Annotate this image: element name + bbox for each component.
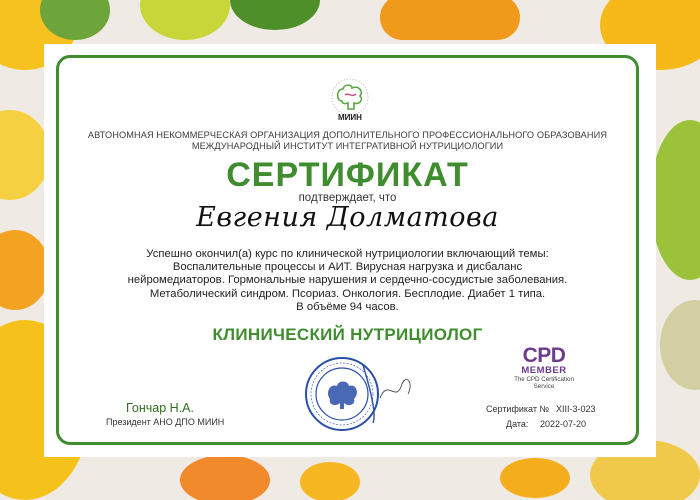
certificate-number: XIII-3-023	[556, 404, 596, 414]
tomatoes-top	[380, 0, 520, 40]
certificate-number-label: Сертификат №	[486, 404, 550, 414]
cpd-member-logo	[507, 346, 581, 390]
cpd-member-text: MEMBER	[521, 365, 567, 376]
description-line: В объёме 94 часов.	[296, 300, 399, 313]
description-line: Воспалительные процессы и АИТ. Вирусная нагрузка и дисбаланс	[172, 261, 523, 274]
organization-name	[56, 130, 639, 152]
recipient-name: Евгения Долматова	[196, 202, 499, 233]
green-fruit-right	[650, 120, 700, 280]
pear-right	[660, 300, 700, 390]
signatory-name: Гончар Н.А.	[126, 401, 194, 415]
description-line: Успешно окончил(а) курс по клинической нутрициологии включающий темы:	[146, 248, 549, 260]
tomato-bottom	[300, 462, 360, 500]
signature-scribble-icon	[378, 368, 418, 408]
signatory-role: Президент АНО ДПО МИИН	[106, 417, 225, 427]
institute-logo-icon	[322, 75, 378, 131]
certificate-subtitle: подтверждает, что	[298, 192, 397, 204]
certificate-date: 2022-07-20	[540, 419, 587, 429]
herbs-top	[230, 0, 320, 30]
date-label: Дата:	[506, 419, 529, 429]
description-line: нейромедиаторов. Гормональные нарушения и сердечно-сосудистые заболевания.	[127, 274, 568, 287]
logo-label: МИИН	[338, 113, 362, 122]
certificate-title: СЕРТИФИКАТ	[226, 156, 469, 194]
qualification-title: КЛИНИЧЕСКИЙ НУТРИЦИОЛОГ	[212, 325, 483, 344]
description-line: Метаболический синдром. Псориаз. Онкология. Бесплодие. Диабет 1 типа.	[149, 287, 546, 300]
tomatoes-bottom	[500, 458, 570, 498]
orange-pepper-left	[0, 230, 50, 310]
melon-left	[0, 110, 50, 200]
organization-line-1: АВТОНОМНАЯ НЕКОММЕРЧЕСКАЯ ОРГАНИЗАЦИЯ ДОПОЛНИТЕЛЬНОГО ПРОФЕССИОНАЛЬНОГО ОБРАЗОВАНИЯ	[87, 130, 608, 140]
course-description	[56, 248, 639, 314]
official-stamp-icon	[303, 355, 381, 433]
organization-line-2: МЕЖДУНАРОДНЫЙ ИНСТИТУТ ИНТЕГРАТИВНОЙ НУТРИЦИОЛОГИИ	[191, 141, 504, 151]
cpd-service-line-1: The CPD Certification	[514, 376, 574, 383]
papaya-bottom	[180, 455, 270, 500]
cpd-service-line-2: Service	[533, 383, 555, 390]
cpd-logo-text: CPD	[522, 344, 566, 367]
banana-top	[140, 0, 230, 40]
